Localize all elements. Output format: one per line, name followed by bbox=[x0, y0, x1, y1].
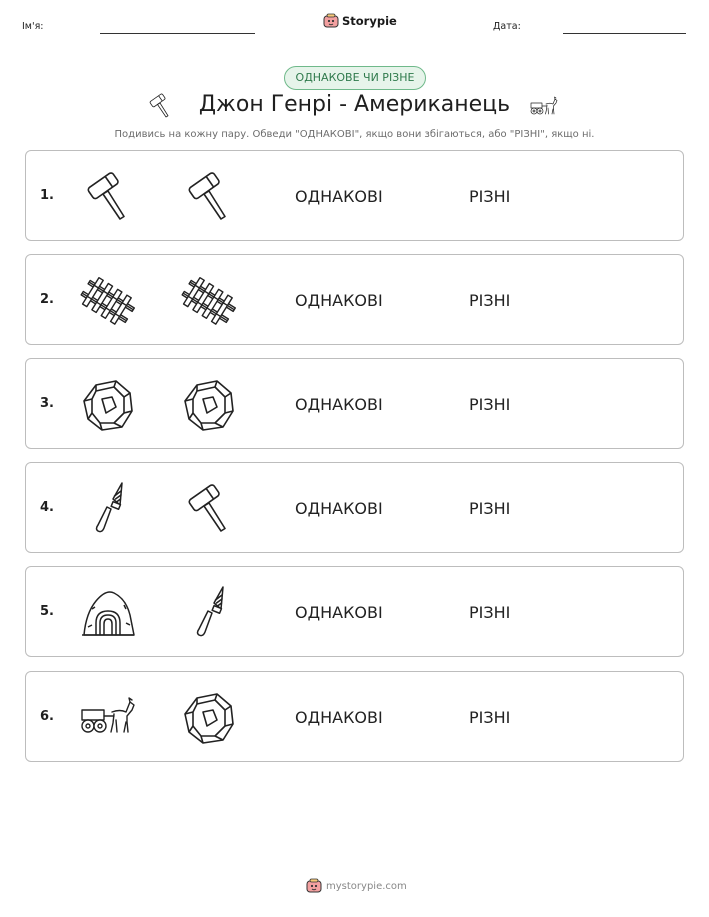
title-row bbox=[0, 92, 709, 117]
pair-row bbox=[25, 358, 684, 449]
worksheet-type-badge: ОДНАКОВЕ ЧИ РІЗНЕ bbox=[284, 66, 426, 90]
same-option[interactable]: ОДНАКОВІ bbox=[295, 603, 383, 622]
pair-row bbox=[25, 462, 684, 553]
rock-icon bbox=[181, 690, 237, 746]
hammer-icon bbox=[80, 169, 136, 225]
brand-name: Storypie bbox=[342, 14, 397, 28]
same-option[interactable]: ОДНАКОВІ bbox=[295, 395, 383, 414]
date-field-line[interactable] bbox=[563, 33, 686, 34]
different-option[interactable]: РІЗНІ bbox=[469, 395, 511, 414]
different-option[interactable]: РІЗНІ bbox=[469, 291, 511, 310]
different-option[interactable]: РІЗНІ bbox=[469, 499, 511, 518]
footer-url[interactable]: mystorypie.com bbox=[326, 880, 407, 892]
rock-icon bbox=[181, 377, 237, 433]
same-option[interactable]: ОДНАКОВІ bbox=[295, 708, 383, 727]
storypie-logo-icon bbox=[323, 13, 339, 29]
same-option[interactable]: ОДНАКОВІ bbox=[295, 499, 383, 518]
pair-row bbox=[25, 254, 684, 345]
hammer-icon bbox=[181, 481, 237, 537]
railroad-track-icon bbox=[80, 273, 136, 329]
row-number: 4. bbox=[40, 500, 54, 515]
railroad-track-icon bbox=[181, 273, 237, 329]
date-label: Дата: bbox=[493, 21, 521, 32]
different-option[interactable]: РІЗНІ bbox=[469, 708, 511, 727]
row-number: 6. bbox=[40, 709, 54, 724]
pair-row bbox=[25, 566, 684, 657]
different-option[interactable]: РІЗНІ bbox=[469, 187, 511, 206]
name-label: Ім'я: bbox=[22, 21, 44, 32]
drill-icon bbox=[80, 481, 136, 537]
row-number: 5. bbox=[40, 604, 54, 619]
rock-icon bbox=[80, 377, 136, 433]
instructions: Подивись на кожну пару. Обведи "ОДНАКОВІ", якщо вони збігаються, або "РІЗНІ", якщо ні. bbox=[114, 129, 595, 140]
horse-cart-icon bbox=[80, 690, 136, 746]
pair-row bbox=[25, 150, 684, 241]
row-number: 2. bbox=[40, 292, 54, 307]
storypie-logo-icon bbox=[306, 878, 322, 894]
horse-cart-icon bbox=[530, 93, 544, 107]
page-title: Джон Генрі - Американець bbox=[198, 92, 511, 117]
same-option[interactable]: ОДНАКОВІ bbox=[295, 187, 383, 206]
tunnel-icon bbox=[80, 585, 136, 641]
row-number: 3. bbox=[40, 396, 54, 411]
name-field-line[interactable] bbox=[100, 33, 255, 34]
pair-row bbox=[25, 671, 684, 762]
same-option[interactable]: ОДНАКОВІ bbox=[295, 291, 383, 310]
row-number: 1. bbox=[40, 188, 54, 203]
brand bbox=[323, 13, 397, 29]
different-option[interactable]: РІЗНІ bbox=[469, 603, 511, 622]
hammer-icon bbox=[181, 169, 237, 225]
footer bbox=[306, 878, 407, 894]
drill-icon bbox=[181, 585, 237, 641]
